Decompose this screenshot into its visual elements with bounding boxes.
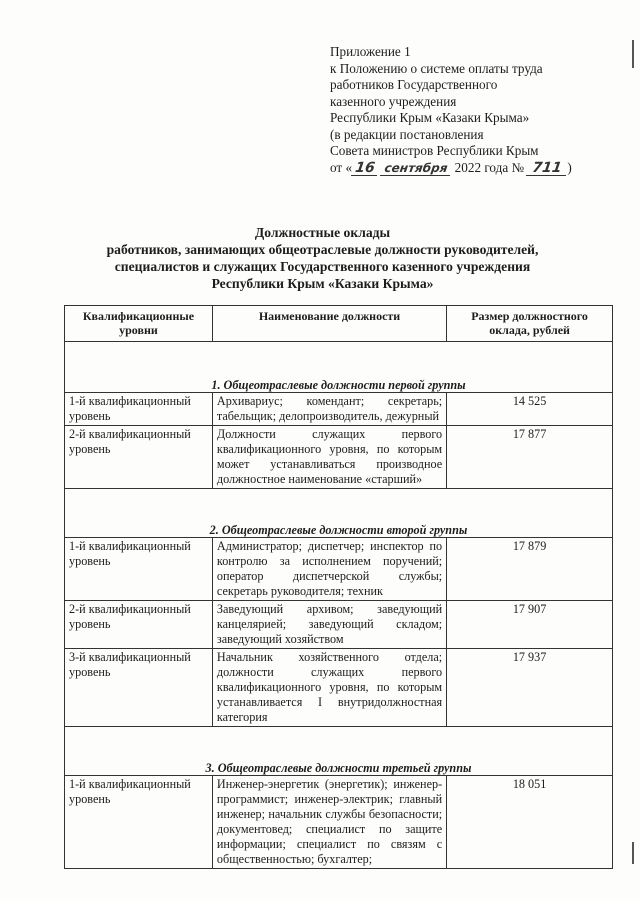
title-line: работников, занимающих общеотраслевые должности руководителей,	[106, 242, 539, 257]
appendix-line: к Положению о системе оплаты труда	[330, 60, 543, 76]
group-title: 3. Общеотраслевые должности третьей группы	[65, 727, 613, 776]
position-names: Администратор; диспетчер; инспектор по контролю за исполнением поручений; оператор диспетчерской службы; секретарь руководителя; техник	[212, 538, 446, 601]
table-header-row	[65, 306, 613, 342]
handwritten-resolution-number: 711	[526, 161, 568, 176]
group-heading-row	[65, 342, 613, 393]
position-names: Заведующий архивом; заведующий канцелярией; заведующий складом; заведующий хозяйством	[212, 601, 446, 649]
header-position-name: Наименование должности	[212, 306, 446, 342]
scan-edge-mark	[632, 842, 634, 864]
table-row	[65, 649, 613, 727]
table-row	[65, 393, 613, 426]
handwritten-month: сентября	[380, 161, 452, 176]
qualification-level: 1-й квалификационный уровень	[65, 393, 213, 426]
resolution-date-line	[330, 160, 630, 177]
qualification-level: 1-й квалификационный уровень	[65, 538, 213, 601]
scan-edge-mark	[632, 40, 634, 68]
document-title	[40, 224, 605, 292]
appendix-line: Республики Крым «Казаки Крыма»	[330, 110, 530, 125]
position-names: Инженер-энергетик (энергетик); инженер-программист; инженер-электрик; главный инженер; начальник службы безопасности; документовед; специалист по защите информации; специалист по связям с общественностью; бухгалтер;	[212, 776, 446, 869]
appendix-line: работников Государственного	[330, 77, 498, 92]
table-row	[65, 426, 613, 489]
salary-value: 17 937	[447, 649, 613, 727]
date-suffix: )	[567, 159, 572, 175]
handwritten-day: 16	[351, 161, 379, 176]
header-salary-amount: Размер должностного оклада, рублей	[447, 306, 613, 342]
table-row	[65, 776, 613, 869]
salary-value: 17 879	[447, 538, 613, 601]
group-title: 1. Общеотраслевые должности первой группы	[65, 342, 613, 393]
date-year-text: 2022 года №	[454, 159, 525, 175]
salary-table	[64, 305, 613, 869]
appendix-line: (в редакции постановления	[330, 126, 484, 142]
title-line: Республики Крым «Казаки Крыма»	[211, 276, 434, 291]
group-heading-row	[65, 489, 613, 538]
salary-value: 17 907	[447, 601, 613, 649]
table-row	[65, 538, 613, 601]
qualification-level: 2-й квалификационный уровень	[65, 601, 213, 649]
title-line: Должностные оклады	[254, 225, 391, 240]
appendix-line: Совета министров Республики Крым	[330, 143, 539, 158]
position-names: Архивариус; комендант; секретарь; табельщик; делопроизводитель, дежурный	[212, 393, 446, 426]
group-heading-row	[65, 727, 613, 776]
appendix-header	[330, 44, 630, 176]
appendix-line: Приложение 1	[330, 44, 411, 59]
date-prefix: от «	[330, 159, 353, 175]
qualification-level: 3-й квалификационный уровень	[65, 649, 213, 727]
group-title: 2. Общеотраслевые должности второй группы	[65, 489, 613, 538]
salary-value: 18 051	[447, 776, 613, 869]
appendix-line: казенного учреждения	[330, 93, 457, 109]
title-line: специалистов и служащих Государственного казенного учреждения	[114, 259, 531, 274]
salary-value: 14 525	[447, 393, 613, 426]
salary-value: 17 877	[447, 426, 613, 489]
header-qualification-levels: Квалификационные уровни	[65, 306, 213, 342]
table-row	[65, 601, 613, 649]
position-names: Должности служащих первого квалификационного уровня, по которым может устанавливаться производное должностное наименование «старший»	[212, 426, 446, 489]
position-names: Начальник хозяйственного отдела; должности служащих первого квалификационного уровня, по которым устанавливается I внутридолжностная категория	[212, 649, 446, 727]
qualification-level: 2-й квалификационный уровень	[65, 426, 213, 489]
qualification-level: 1-й квалификационный уровень	[65, 776, 213, 869]
